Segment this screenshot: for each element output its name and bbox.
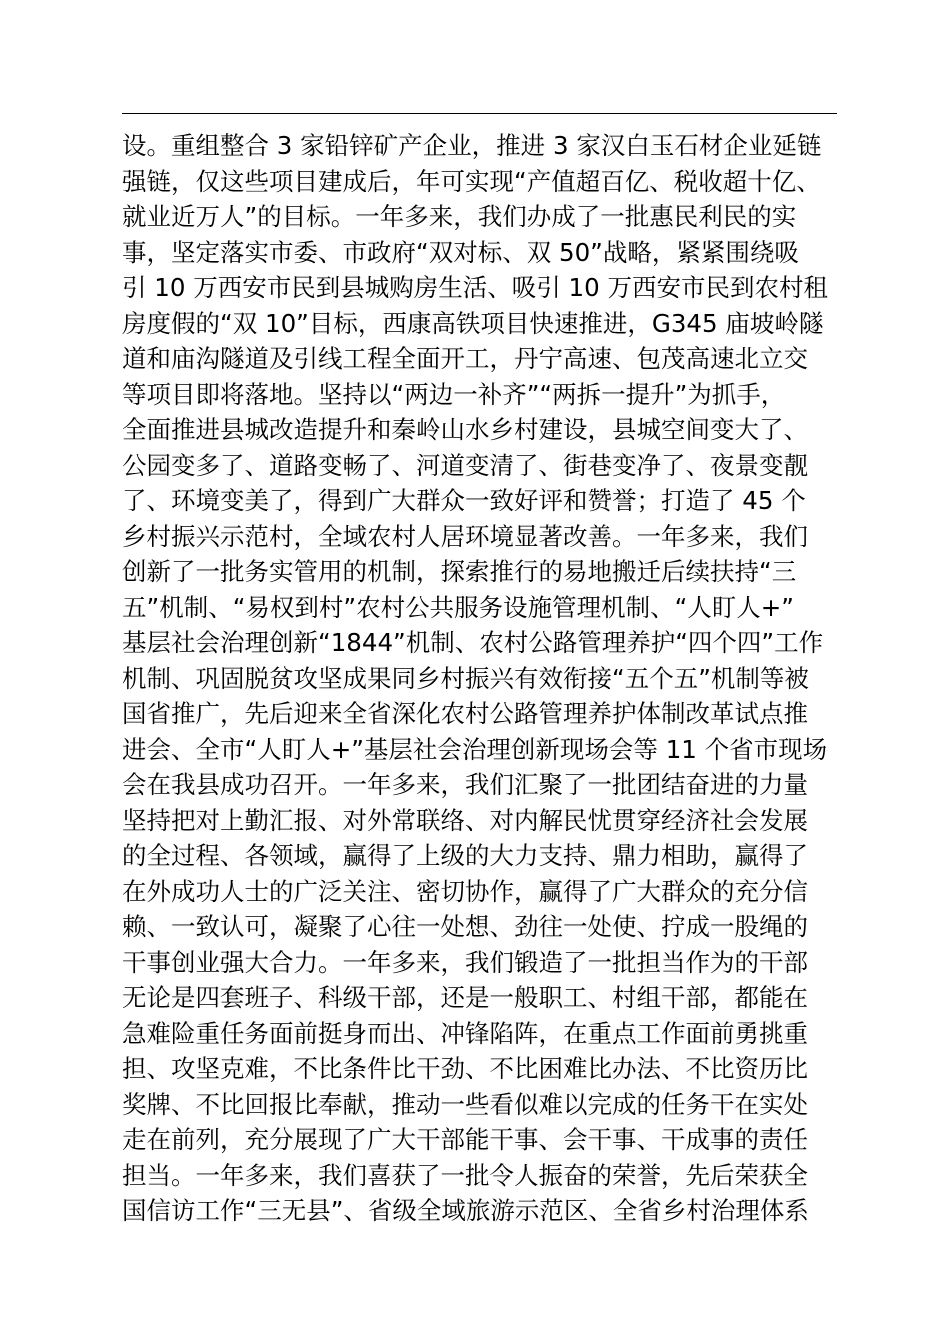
text-line: 国信访工作“三无县”、省级全域旅游示范区、全省乡村治理体系 xyxy=(122,1196,809,1225)
text-line: 无论是四套班子、科级干部，还是一般职工、村组干部，都能在 xyxy=(122,983,808,1012)
text-line: 就业近万人”的目标。一年多来，我们办成了一批惠民利民的实 xyxy=(122,202,797,231)
header-rule xyxy=(122,113,837,114)
text-line: 创新了一批务实管用的机制，探索推行的易地搬迁后续扶持“三 xyxy=(122,557,797,586)
body-paragraph xyxy=(122,128,862,1229)
text-line: 走在前列，充分展现了广大干部能干事、会干事、干成事的责任 xyxy=(122,1125,808,1154)
text-line: 的全过程、各领域，赢得了上级的大力支持、鼎力相助，赢得了 xyxy=(122,841,808,870)
text-line: 道和庙沟隧道及引线工程全面开工，丹宁高速、包茂高速北立交 xyxy=(122,344,808,373)
text-line: 五”机制、“易权到村”农村公共服务设施管理机制、“人盯人+” xyxy=(122,592,794,622)
text-line: 房度假的“双 10”目标，西康高铁项目快速推进，G345 庙坡岭隧 xyxy=(122,308,824,338)
text-line: 强链，仅这些项目建成后，年可实现“产值超百亿、税收超十亿、 xyxy=(122,166,821,196)
text-line: 事，坚定落实市委、市政府“双对标、双 50”战略，紧紧围绕吸 xyxy=(122,237,799,267)
text-line: 坚持把对上勤汇报、对外常联络、对内解民忧贯穿经济社会发展 xyxy=(122,805,808,835)
text-line: 公园变多了、道路变畅了、河道变清了、街巷变净了、夜景变靓 xyxy=(122,450,808,480)
text-line: 乡村振兴示范村，全域农村人居环境显著改善。一年多来，我们 xyxy=(122,521,808,551)
text-line: 担、攻坚克难，不比条件比干劲、不比困难比办法、不比资历比 xyxy=(122,1054,808,1083)
text-line: 设。重组整合 3 家铅锌矿产企业，推进 3 家汉白玉石材企业延链 xyxy=(122,131,822,160)
text-line: 了、环境变美了，得到广大群众一致好评和赞誉；打造了 45 个 xyxy=(122,486,806,515)
text-line: 国省推广，先后迎来全省深化农村公路管理养护体制改革试点推 xyxy=(122,699,808,728)
text-line: 会在我县成功召开。一年多来，我们汇聚了一批团结奋进的力量 xyxy=(122,770,808,799)
text-line: 机制、巩固脱贫攻坚成果同乡村振兴有效衔接“五个五”机制等被 xyxy=(122,663,809,693)
text-line: 担当。一年多来，我们喜获了一批令人振奋的荣誉，先后荣获全 xyxy=(122,1160,808,1190)
text-line: 基层社会治理创新“1844”机制、农村公路管理养护“四个四”工作 xyxy=(122,628,824,657)
text-line: 进会、全市“人盯人+”基层社会治理创新现场会等 11 个省市现场 xyxy=(122,734,828,764)
text-line: 全面推进县城改造提升和秦岭山水乡村建设，县城空间变大了、 xyxy=(122,415,808,444)
text-line: 急难险重任务面前挺身而出、冲锋陷阵，在重点工作面前勇挑重 xyxy=(122,1018,808,1048)
text-line: 在外成功人士的广泛关注、密切协作，赢得了广大群众的充分信 xyxy=(122,876,808,906)
text-line: 干事创业强大合力。一年多来，我们锻造了一批担当作为的干部 xyxy=(122,947,808,977)
text-line: 等项目即将落地。坚持以“两边一补齐”“两拆一提升”为抓手， xyxy=(122,379,786,409)
text-line: 引 10 万西安市民到县城购房生活、吸引 10 万西安市民到农村租 xyxy=(122,273,828,302)
text-line: 奖牌、不比回报比奉献，推动一些看似难以完成的任务干在实处 xyxy=(122,1089,808,1119)
text-line: 赖、一致认可，凝聚了心往一处想、劲往一处使、拧成一股绳的 xyxy=(122,912,808,941)
